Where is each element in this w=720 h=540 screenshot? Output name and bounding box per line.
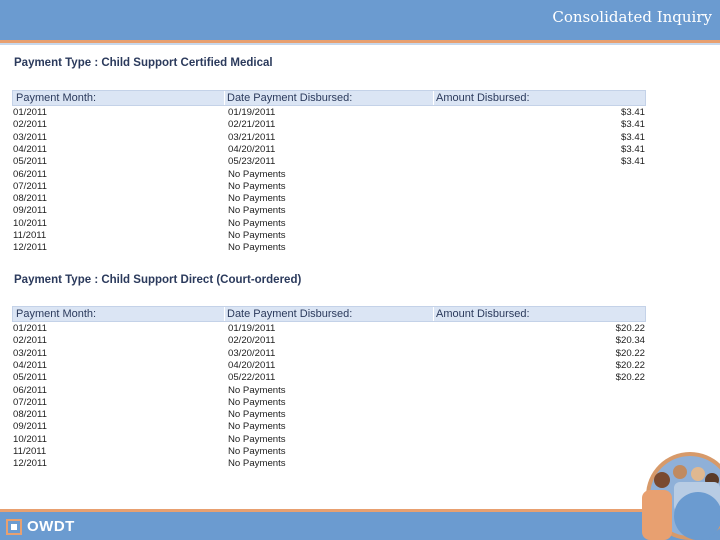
payment-date-cell: No Payments — [228, 446, 286, 457]
payment-date-cell: No Payments — [228, 384, 286, 396]
payment-date-cell: No Payments — [228, 409, 286, 421]
owdt-logo-icon — [6, 519, 22, 535]
payment-month-cell: 05/2011 — [13, 156, 47, 168]
table-row — [0, 348, 720, 360]
amount-cell: $3.41 — [620, 143, 645, 155]
payment-month-cell: 04/2011 — [13, 359, 47, 371]
payment-date-cell: 02/21/2011 — [228, 119, 276, 131]
payment-month-cell: 06/2011 — [13, 168, 47, 180]
table-row — [0, 144, 720, 156]
table-row — [0, 181, 720, 193]
table-row — [0, 205, 720, 217]
payment-month-cell: 08/2011 — [13, 193, 47, 205]
table-row — [0, 434, 720, 446]
section-title-medical: Payment Type : Child Support Certified Medical — [14, 57, 273, 69]
table-row — [0, 193, 720, 205]
payment-date-cell: No Payments — [228, 168, 286, 180]
payment-month-cell: 09/2011 — [13, 205, 47, 217]
col-header-amount: Amount Disbursed: — [436, 308, 530, 320]
payment-date-cell: 03/20/2011 — [228, 347, 276, 359]
payment-month-cell: 03/2011 — [13, 347, 47, 359]
payment-month-cell: 05/2011 — [13, 372, 47, 384]
table-row — [0, 323, 720, 335]
payment-date-cell: 05/23/2011 — [228, 156, 276, 168]
logo-text: OWDT — [27, 518, 75, 535]
payment-date-cell: 05/22/2011 — [228, 372, 276, 384]
amount-cell: $3.41 — [620, 156, 645, 168]
payment-date-cell: No Payments — [228, 421, 286, 433]
table-row — [0, 230, 720, 242]
payment-date-cell: No Payments — [228, 217, 286, 229]
amount-cell: $20.22 — [615, 359, 645, 371]
payment-month-cell: 09/2011 — [13, 421, 47, 433]
table-row — [0, 119, 720, 131]
payment-month-cell: 12/2011 — [13, 242, 47, 254]
owdt-logo — [6, 518, 75, 535]
payment-month-cell: 06/2011 — [13, 384, 47, 396]
table-row — [0, 360, 720, 372]
table-row — [0, 397, 720, 409]
table-row — [0, 218, 720, 230]
payment-month-cell: 10/2011 — [13, 217, 47, 229]
table-row — [0, 372, 720, 384]
table-row — [0, 385, 720, 397]
amount-cell: $20.22 — [615, 372, 645, 384]
table-row — [0, 446, 720, 458]
page-title: Consolidated Inquiry — [552, 8, 712, 26]
payment-month-cell: 03/2011 — [13, 131, 47, 143]
section-title-direct: Payment Type : Child Support Direct (Court-ordered) — [14, 274, 302, 286]
payment-month-cell: 08/2011 — [13, 409, 47, 421]
payment-date-cell: No Payments — [228, 458, 286, 470]
payment-month-cell: 02/2011 — [13, 335, 47, 347]
table-header-medical — [12, 90, 646, 106]
col-divider — [224, 307, 225, 321]
payment-date-cell: No Payments — [228, 205, 286, 217]
table-row — [0, 156, 720, 168]
payment-date-cell: 04/20/2011 — [228, 359, 276, 371]
payment-month-cell: 11/2011 — [13, 446, 47, 457]
table-header-direct — [12, 306, 646, 322]
payment-date-cell: No Payments — [228, 230, 286, 241]
payment-month-cell: 01/2011 — [13, 107, 47, 118]
col-header-month: Payment Month: — [16, 308, 97, 320]
payment-month-cell: 07/2011 — [13, 180, 47, 192]
payment-month-cell: 12/2011 — [13, 458, 47, 470]
footer-bar — [0, 512, 720, 540]
col-header-date: Date Payment Disbursed: — [227, 308, 353, 320]
family-photo-icon — [628, 450, 720, 540]
payment-date-cell: No Payments — [228, 242, 286, 254]
payment-month-cell: 04/2011 — [13, 143, 47, 155]
col-divider — [433, 307, 434, 321]
table-row — [0, 458, 720, 470]
payment-month-cell: 01/2011 — [13, 323, 47, 334]
col-divider — [224, 91, 225, 105]
table-row — [0, 409, 720, 421]
payment-date-cell: No Payments — [228, 193, 286, 205]
payment-date-cell: No Payments — [228, 433, 286, 445]
header-light-stripe — [0, 43, 720, 45]
amount-cell: $20.22 — [615, 323, 645, 334]
payment-month-cell: 02/2011 — [13, 119, 47, 131]
payment-date-cell: No Payments — [228, 396, 286, 408]
col-divider — [433, 91, 434, 105]
col-header-date: Date Payment Disbursed: — [227, 92, 353, 104]
table-row — [0, 242, 720, 254]
table-row — [0, 132, 720, 144]
payment-month-cell: 10/2011 — [13, 433, 47, 445]
amount-cell: $20.34 — [615, 335, 645, 347]
header-bar — [0, 0, 720, 40]
col-header-month: Payment Month: — [16, 92, 97, 104]
col-header-amount: Amount Disbursed: — [436, 92, 530, 104]
payment-date-cell: 02/20/2011 — [228, 335, 276, 347]
table-row — [0, 421, 720, 433]
payment-date-cell: No Payments — [228, 180, 286, 192]
amount-cell: $20.22 — [615, 347, 645, 359]
payment-date-cell: 01/19/2011 — [228, 323, 276, 334]
table-row — [0, 335, 720, 347]
payment-date-cell: 03/21/2011 — [228, 131, 276, 143]
amount-cell: $3.41 — [620, 131, 645, 143]
payment-date-cell: 04/20/2011 — [228, 143, 276, 155]
payment-date-cell: 01/19/2011 — [228, 107, 276, 118]
table-row — [0, 169, 720, 181]
amount-cell: $3.41 — [620, 107, 645, 118]
payment-month-cell: 11/2011 — [13, 230, 47, 241]
amount-cell: $3.41 — [620, 119, 645, 131]
payment-month-cell: 07/2011 — [13, 396, 47, 408]
table-row — [0, 107, 720, 119]
